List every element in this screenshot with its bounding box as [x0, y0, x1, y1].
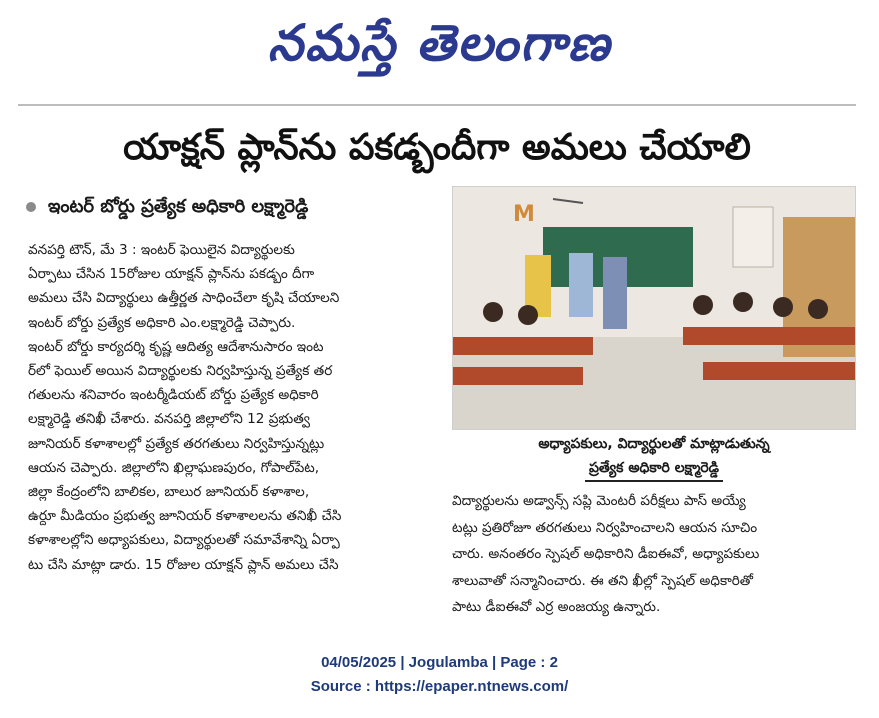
photo-person-2 — [569, 253, 593, 317]
photo-bench-4 — [703, 362, 856, 380]
body-line: వనపర్తి టౌన్, మే 3 : ఇంటర్ ఫెయిలైన విద్యార్థులకు — [28, 242, 295, 258]
photo-student-head — [693, 295, 713, 315]
masthead-rule-ticks — [18, 96, 856, 104]
body-line: ఆయన చెప్పారు. జిల్లాలోని ఖిల్లాఘణపురం, గోపాల్‌పేట, — [28, 459, 320, 476]
article-body-right-column — [452, 488, 856, 621]
masthead-divider — [18, 104, 856, 106]
body-line: ఇంటర్ బోర్డు కార్యదర్శి కృష్ణ ఆదిత్య ఆదేశానుసారం ఇంట — [28, 338, 324, 355]
article-subhead-text: ఇంటర్ బోర్డు ప్రత్యేక అధికారి లక్ష్మారెడ్డి — [48, 196, 309, 217]
bullet-icon — [26, 202, 36, 212]
article-subhead — [26, 192, 446, 222]
photo-student-head — [733, 292, 753, 312]
body-line: టు చేసి మాట్లా డారు. 15 రోజుల యాక్షన్ ప్లాన్ అమలు చేసి — [28, 556, 339, 573]
body-line: టట్లు ప్రతిరోజూ తరగతులు నిర్వహించాలని ఆయన సూచిం — [452, 519, 758, 536]
photo-board-letter: M — [513, 202, 535, 227]
body-line: ఏర్పాటు చేసిన 15రోజుల యాక్షన్ ప్లాన్‌ను పకడ్బం దీగా — [28, 266, 315, 283]
photo-bench-1 — [453, 337, 593, 355]
body-line: ఇంటర్ బోర్డు ప్రత్యేక అధికారి ఎం.లక్ష్మారెడ్డి చెప్పారు. — [28, 314, 296, 331]
footer-source-link[interactable]: Source : https://epaper.ntnews.com/ — [310, 678, 569, 695]
body-line: శాలువాతో సన్మానించారు. ఈ తని ఖీల్లో స్పెషల్ అధికారితో — [452, 572, 754, 589]
photo-student-head — [773, 297, 793, 317]
photo-student-head — [483, 302, 503, 322]
photo-student-head — [808, 299, 828, 319]
photo-caption — [452, 432, 856, 482]
photo-bench-3 — [683, 327, 856, 345]
body-line: ర్‌లో ఫెయిల్ అయిన విద్యార్థులకు నిర్వహిస్తున్న ప్రత్యేక తర — [28, 363, 333, 380]
body-line: చారు. అనంతరం స్పెషల్ అధికారిని డీఐఈవో, అధ్యాపకులు — [452, 546, 760, 562]
photo-caption-line-2: ప్రత్యేక అధికారి లక్ష్మారెడ్డి — [585, 456, 723, 482]
article-body-left-column — [28, 238, 438, 577]
body-line: పాటు డీఐఈవో ఎర్ర అంజయ్య ఉన్నారు. — [452, 599, 661, 615]
body-line: జిల్లా కేంద్రంలోని బాలికల, బాలుర జూనియర్ కళాశాల, — [28, 484, 310, 501]
photo-student-head — [518, 305, 538, 325]
footer-date-edition: 04/05/2025 | Jogulamba | Page : 2 — [321, 654, 558, 671]
body-line: అమలు చేసి విద్యార్థులు ఉత్తీర్ణత సాధించేలా కృషి చేయాలని — [28, 290, 340, 307]
photo-person-3 — [603, 257, 627, 329]
body-line: కళాశాలల్లోని అధ్యాపకులు, విద్యార్థులతో సమావేశాన్ని ఏర్పా — [28, 532, 340, 549]
photo-bench-2 — [453, 367, 583, 385]
body-line: గతులను శనివారం ఇంటర్మీడియట్ బోర్డు ప్రత్యేక అధికారి — [28, 387, 319, 404]
body-line: విద్యార్థులను అడ్వాన్స్ సప్లి మెంటరీ పరీక్షలు పాస్ అయ్యే — [452, 493, 746, 509]
body-line: జూనియర్ కళాశాలల్లో ప్రత్యేక తరగతులు నిర్వహిస్తున్నట్లు — [28, 435, 325, 452]
article-headline: యాక్షన్ ప్లాన్‌ను పకడ్బందీగా అమలు చేయాలి — [123, 127, 751, 168]
classroom-photo-illustration — [453, 187, 856, 430]
classroom-photo — [452, 186, 856, 430]
body-line: ఉర్దూ మీడియం ప్రభుత్వ జూనియర్ కళాశాలలను తనిఖీ చేసి — [28, 508, 342, 525]
newspaper-masthead: నమస్తే తెలంగాణ — [267, 14, 612, 72]
photo-caption-line-1: అధ్యాపకులు, విద్యార్థులతో మాట్లాడుతున్న — [538, 436, 770, 452]
photo-window — [733, 207, 773, 267]
body-line: లక్ష్మారెడ్డి తనిఖీ చేశారు. వనపర్తి జిల్లాలోని 12 ప్రభుత్వ — [28, 411, 310, 428]
